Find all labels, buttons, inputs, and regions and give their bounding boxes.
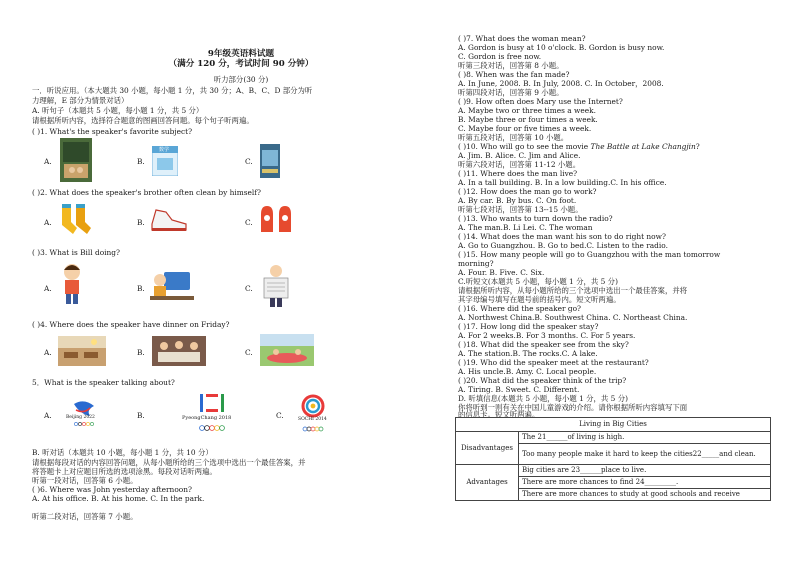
right-line-7: ( )9. How often does Mary use the Internet? bbox=[458, 97, 623, 106]
table-header-row bbox=[456, 418, 771, 432]
right-line-8: A. Maybe two or three times a week. bbox=[458, 106, 596, 115]
table-header: Living in Big Cities bbox=[456, 418, 771, 432]
table-row bbox=[456, 432, 771, 444]
right-line-4: ( )8. When was the fan made? bbox=[458, 70, 570, 79]
right-line-3: 听第三段对话，回答第 8 小题。 bbox=[458, 61, 564, 70]
right-line2-25: ( )20. What did the speaker think of the trip? bbox=[458, 376, 627, 385]
dialog-1-label: 听第一段对话，回答第 6 小题。 bbox=[32, 476, 138, 485]
partA-title: A. 听句子（本题共 5 小题，每小题 1 分，共 5 分） bbox=[32, 106, 204, 115]
dialog-2-label: 听第二段对话，回答第 7 小题。 bbox=[32, 512, 138, 521]
right-line2-16: 其字母编号填写在题号前的括号内。短文听两遍。 bbox=[458, 295, 621, 304]
right-line2-12: morning? bbox=[458, 259, 494, 268]
q5-option-a-label: A. bbox=[44, 411, 52, 420]
question-10 bbox=[458, 142, 700, 151]
exam-subtitle: （满分 120 分，考试时间 90 分钟） bbox=[168, 59, 314, 69]
right-line2-10: A. Go to Guangzhou. B. Go to bed.C. Listen to the radio. bbox=[458, 241, 668, 250]
q4-picture-c-picnic bbox=[260, 334, 314, 366]
right-line2-1: 听第六段对话，回答第 11-12 小题。 bbox=[458, 160, 581, 169]
q1-picture-a-classroom bbox=[60, 138, 92, 182]
section1-line1: 一．听说应用。（本大题共 30 小题，每小题 1 分，共 30 分；A、B、C、D 部分为听 bbox=[32, 86, 313, 95]
q3-option-a-label: A. bbox=[44, 284, 52, 293]
right-line2-28: 你将听到一则有关在中国儿童游戏的介绍。请你根据所听内容填写下面 bbox=[458, 403, 688, 412]
exam-title: 9年级英语料试题 bbox=[207, 49, 275, 59]
q2-option-b-label: B. bbox=[137, 218, 145, 227]
right-line-11: 听第五段对话，回答第 10 小题。 bbox=[458, 133, 569, 142]
right-line-5: A. In June, 2008. B. In July, 2008. C. In October，2008. bbox=[458, 79, 664, 88]
listening-header: 听力部分(30 分) bbox=[213, 75, 269, 84]
right-line2-8: A. The man.B. Li Lei. C. The woman bbox=[458, 223, 593, 232]
partA-instruction: 请根据所听内容，选择符合题意的图画回答问题。每个句子听两遍。 bbox=[32, 116, 254, 125]
q3-option-b-label: B. bbox=[137, 284, 145, 293]
q5-option-c-label: C. bbox=[276, 411, 284, 420]
q5-logo-a-beijing-2022 bbox=[66, 398, 102, 428]
question-1: ( )1. What's the speaker's favorite subject? bbox=[32, 127, 193, 136]
right-line2-6: 听第七段对话，回答第 13--15 小题。 bbox=[458, 205, 583, 214]
q10-movie-title: The Battle at Lake Changjin bbox=[590, 142, 696, 151]
q1-option-b-label: B. bbox=[137, 157, 145, 166]
q5-logo-b-pyeongchang-2018 bbox=[182, 390, 238, 434]
right-line2-3: A. In a tall building. B. In a low building.C. In his office. bbox=[458, 178, 667, 187]
right-line2-29: 的信息卡。短文听两遍。 bbox=[458, 410, 540, 419]
right-line2-9: ( )14. What does the man want his son to do right now? bbox=[458, 232, 666, 241]
logo-c-text: SOCHI 2014 bbox=[298, 417, 327, 422]
logo-a-text: Beijing 2022 bbox=[66, 415, 95, 420]
q1-picture-c-book bbox=[260, 144, 280, 178]
q3-picture-b-boy-computer bbox=[150, 268, 194, 304]
right-line2-5: A. By car. B. By bus. C. On foot. bbox=[458, 196, 577, 205]
partB-instruction-2: 将答题卡上对应题目所选的选项涂黑。每段对话听两遍。 bbox=[32, 467, 217, 476]
question-4: ( )4. Where does the speaker have dinner on Friday? bbox=[32, 320, 230, 329]
q4-picture-b-family-dinner bbox=[152, 336, 206, 366]
q4-option-b-label: B. bbox=[137, 348, 145, 357]
q4-picture-a-restaurant bbox=[58, 336, 106, 366]
advantage-3: There are more chances to study at good schools and receive bbox=[519, 489, 771, 501]
right-line2-11: ( )15. How many people will go to Guangzhou with the man tomorrow bbox=[458, 250, 721, 259]
q10-suffix: ? bbox=[695, 142, 700, 151]
right-line-0: ( )7. What does the woman mean? bbox=[458, 34, 586, 43]
right-line2-23: ( )19. Who did the speaker meet at the restaurant? bbox=[458, 358, 649, 367]
q1-option-a-label: A. bbox=[44, 157, 52, 166]
q5-logo-c-sochi-2014 bbox=[298, 394, 328, 434]
partB-title: B. 听对话（本题共 10 小题，每小题 1 分，共 10 分） bbox=[32, 448, 213, 457]
right-line-10: C. Maybe four or five times a week. bbox=[458, 124, 592, 133]
disadvantages-label: Disadvantages bbox=[456, 432, 519, 465]
q4-option-a-label: A. bbox=[44, 348, 52, 357]
advantage-1: Big cities are 23______place to live. bbox=[519, 465, 771, 477]
right-line-6: 听第四段对话，回答第 9 小题。 bbox=[458, 88, 564, 97]
q3-option-c-label: C. bbox=[245, 284, 253, 293]
advantage-2: There are more chances to find 24_________. bbox=[519, 477, 771, 489]
right-line2-19: ( )17. How long did the speaker stay? bbox=[458, 322, 599, 331]
right-line2-24: A. His uncle.B. Amy. C. Local people. bbox=[458, 367, 597, 376]
q2-picture-a-socks bbox=[58, 202, 94, 236]
disadvantage-1: The 21______of living is high. bbox=[519, 432, 771, 444]
section1-line2: 力理解，E 部分为情景对话） bbox=[32, 96, 129, 105]
q2-option-c-label: C. bbox=[245, 218, 253, 227]
disadvantage-2: Too many people make it hard to keep the cities22_____and clean. bbox=[519, 444, 771, 465]
right-line2-22: A. The station.B. The rocks.C. A lake. bbox=[458, 349, 598, 358]
question-6: ( )6. Where was John yesterday afternoon? bbox=[32, 485, 192, 494]
right-line-1: A. Gordon is busy at 10 o'clock. B. Gordon is busy now. bbox=[458, 43, 665, 52]
logo-b-text: PyeongChang 2018 bbox=[182, 415, 232, 421]
q2-option-a-label: A. bbox=[44, 218, 52, 227]
right-line2-13: A. Four. B. Five. C. Six. bbox=[458, 268, 545, 277]
right-line-9: B. Maybe three or four times a week. bbox=[458, 115, 598, 124]
q5-option-b-label: B. bbox=[137, 411, 145, 420]
partB-instruction-1: 请根据每段对话的内容回答问题，从每小题所给的三个选项中选出一个最佳答案，并 bbox=[32, 458, 306, 467]
q1-picture-b-math-book bbox=[152, 146, 178, 176]
right-line2-21: ( )18. What did the speaker see from the sky? bbox=[458, 340, 629, 349]
math-book-title: 数学 bbox=[159, 147, 170, 153]
question-6-options: A. At his office. B. At his home. C. In the park. bbox=[32, 494, 205, 503]
q2-picture-b-shoes bbox=[150, 204, 190, 234]
q1-option-c-label: C. bbox=[245, 157, 253, 166]
question-5: 5．What is the speaker talking about? bbox=[32, 378, 175, 387]
info-card-table bbox=[455, 417, 771, 501]
q2-picture-c-gloves bbox=[258, 200, 296, 238]
right-line-2: C. Gordon is free now. bbox=[458, 52, 542, 61]
right-line2-18: A. Northwest China.B. Southwest China. C. Northeast China. bbox=[458, 313, 688, 322]
right-line2-26: A. Tiring. B. Sweet. C. Different. bbox=[458, 385, 580, 394]
right-line2-2: ( )11. Where does the man live? bbox=[458, 169, 578, 178]
right-line2-17: ( )16. Where did the speaker go? bbox=[458, 304, 582, 313]
q10-prefix: ( )10. Who will go to see the movie bbox=[458, 142, 591, 151]
q3-picture-c-man-newspaper bbox=[262, 264, 290, 308]
right-line2-14: C.听短文(本题共 5 小题，每小题 1 分，共 5 分) bbox=[458, 277, 618, 286]
advantages-label: Advantages bbox=[456, 465, 519, 501]
table-row bbox=[456, 465, 771, 477]
q3-picture-a-boy-eating bbox=[58, 262, 86, 306]
question-2: ( )2. What does the speaker's brother often clean by himself? bbox=[32, 188, 261, 197]
right-line2-7: ( )13. Who wants to turn down the radio? bbox=[458, 214, 613, 223]
right-line2-27: D. 听填信息(本题共 5 小题，每小题 1 分，共 5 分) bbox=[458, 394, 628, 403]
right-line2-20: A. For 2 weeks.B. For 3 months. C. For 5 years. bbox=[458, 331, 636, 340]
right-line2-15: 请根据所听内容，从每小题所给的三个选项中选出一个最佳答案，并将 bbox=[458, 286, 688, 295]
right-line2-4: ( )12. How does the man go to work? bbox=[458, 187, 597, 196]
right-line2-0: A. Jim. B. Alice. C. Jim and Alice. bbox=[458, 151, 581, 160]
question-3: ( )3. What is Bill doing? bbox=[32, 248, 120, 257]
q4-option-c-label: C. bbox=[245, 348, 253, 357]
